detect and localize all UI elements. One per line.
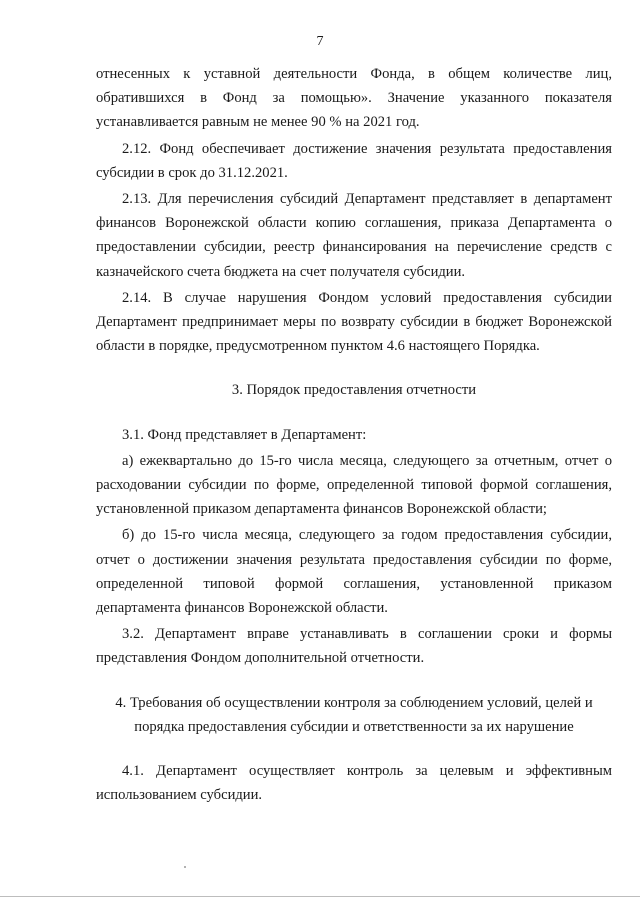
section-4-heading bbox=[96, 691, 612, 739]
paragraph-2-14: 2.14. В случае нарушения Фондом условий предоставления субсидии Департамент предпринимает меры по возврату субсидии в бюджет Воронежской области в порядке, предусмотренном пунктом 4.6 настоящего Порядка. bbox=[96, 289, 612, 355]
paragraph-continuation: отнесенных к уставной деятельности Фонда, в общем количестве лиц, обратившихся в Фонд за помощью». Значение указанного показателя устанавливается равным не менее 90 % на 2021 год. bbox=[96, 66, 612, 131]
paragraph-3-1-a: а) ежеквартально до 15-го числа месяца, следующего за отчетным, отчет о расходовании субсидии по форме, определенной типовой формой соглашения, установленной приказом департамента финансов Воронежской области; bbox=[96, 452, 612, 518]
section-4-heading-line-2: порядка предоставления субсидии и ответственности за их нарушение bbox=[134, 718, 574, 735]
paragraph-3-1: 3.1. Фонд представляет в Департамент: bbox=[122, 426, 367, 443]
paragraph-2-12: 2.12. Фонд обеспечивает достижение значения результата предоставления субсидии в срок до 31.12.2021. bbox=[96, 140, 612, 181]
scan-speck bbox=[184, 866, 186, 868]
paragraph-2-13: 2.13. Для перечисления субсидий Департамент представляет в департамент финансов Воронежской области копию соглашения, приказа Департамента о предоставлении субсидии, реестр финансирования на перечисление средств с казначейского счета бюджета на счет получателя субсидии. bbox=[96, 191, 612, 280]
section-4-heading-line-1: 4. Требования об осуществлении контроля за соблюдением условий, целей и bbox=[115, 694, 593, 711]
page-bottom-edge bbox=[0, 896, 640, 897]
paragraph-3-2: 3.2. Департамент вправе устанавливать в соглашении сроки и формы представления Фондом дополнительной отчетности. bbox=[96, 626, 612, 667]
paragraph-4-1: 4.1. Департамент осуществляет контроль за целевым и эффективным использованием субсидии. bbox=[96, 763, 612, 804]
paragraph-3-1-b: б) до 15-го числа месяца, следующего за годом предоставления субсидии, отчет о достижении значения результата предоставления субсидии по форме, определенной типовой формой соглашения, установленной приказом департамента финансов Воронежской области. bbox=[96, 527, 612, 617]
document-body bbox=[96, 62, 612, 807]
page-number: 7 bbox=[316, 34, 324, 49]
section-3-heading: 3. Порядок предоставления отчетности bbox=[231, 382, 477, 399]
